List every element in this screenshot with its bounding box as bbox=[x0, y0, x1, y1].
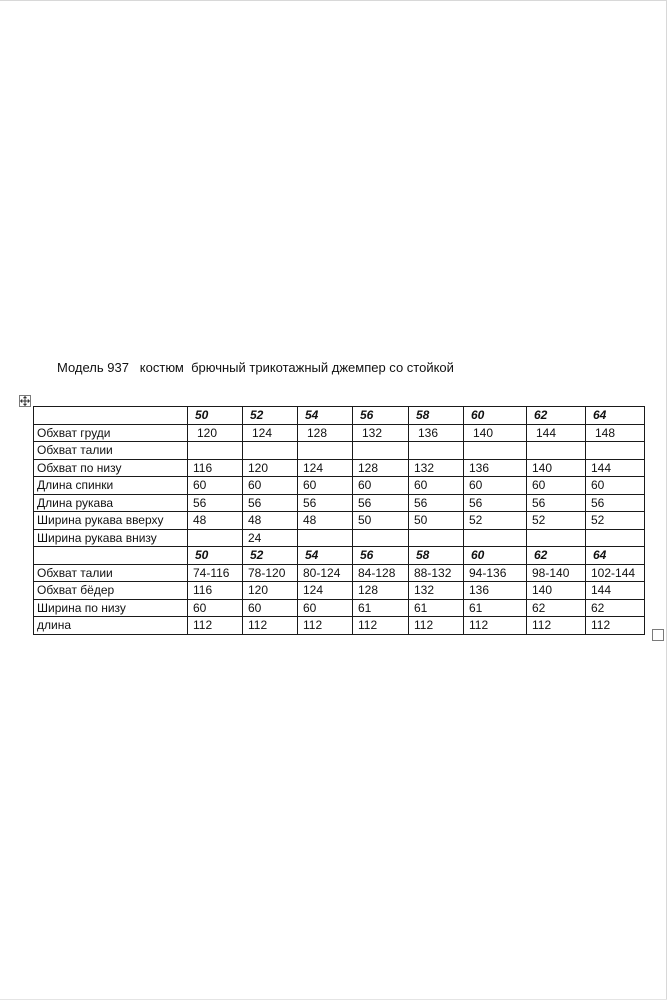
measurement-value: 61 bbox=[353, 599, 409, 617]
measurement-value: 80-124 bbox=[298, 564, 353, 582]
size-header-cell: 64 bbox=[586, 547, 645, 565]
size-header-cell: 62 bbox=[527, 407, 586, 425]
measurement-value: 62 bbox=[527, 599, 586, 617]
measurement-value: 56 bbox=[298, 494, 353, 512]
size-header-cell: 52 bbox=[243, 547, 298, 565]
size-header-cell: 60 bbox=[464, 407, 527, 425]
size-header-cell: 64 bbox=[586, 407, 645, 425]
size-header-cell: 54 bbox=[298, 407, 353, 425]
measurement-label: Обхват по низу bbox=[34, 459, 188, 477]
measurement-value: 56 bbox=[188, 494, 243, 512]
measurement-value: 128 bbox=[298, 424, 353, 442]
measurement-value: 52 bbox=[527, 512, 586, 530]
measurement-value: 48 bbox=[298, 512, 353, 530]
size-header-cell: 50 bbox=[188, 407, 243, 425]
measurement-value: 128 bbox=[353, 582, 409, 600]
measurement-label: Обхват груди bbox=[34, 424, 188, 442]
measurement-label: Ширина по низу bbox=[34, 599, 188, 617]
measurement-value: 94-136 bbox=[464, 564, 527, 582]
measurement-value: 112 bbox=[464, 617, 527, 635]
measurement-value: 50 bbox=[353, 512, 409, 530]
measurement-value bbox=[586, 529, 645, 547]
page-border-top bbox=[0, 0, 667, 1]
measurement-value: 112 bbox=[586, 617, 645, 635]
measurement-value: 52 bbox=[586, 512, 645, 530]
measurement-value: 120 bbox=[188, 424, 243, 442]
measurement-value: 144 bbox=[586, 459, 645, 477]
measurement-value bbox=[409, 442, 464, 460]
measurement-value: 112 bbox=[527, 617, 586, 635]
measurement-value: 116 bbox=[188, 582, 243, 600]
measurement-value: 88-132 bbox=[409, 564, 464, 582]
measurement-value: 56 bbox=[243, 494, 298, 512]
move-arrows-icon bbox=[20, 396, 30, 406]
measurement-value: 140 bbox=[527, 459, 586, 477]
measurement-value bbox=[298, 529, 353, 547]
measurement-value: 136 bbox=[464, 582, 527, 600]
measurement-row bbox=[34, 512, 645, 530]
measurement-row bbox=[34, 582, 645, 600]
measurement-value: 112 bbox=[188, 617, 243, 635]
measurement-value: 140 bbox=[464, 424, 527, 442]
measurement-label: Обхват талии bbox=[34, 564, 188, 582]
measurement-label: Обхват бёдер bbox=[34, 582, 188, 600]
measurement-value: 140 bbox=[527, 582, 586, 600]
measurement-value: 116 bbox=[188, 459, 243, 477]
measurement-value: 60 bbox=[464, 477, 527, 495]
measurement-value: 120 bbox=[243, 582, 298, 600]
measurement-value: 61 bbox=[409, 599, 464, 617]
measurement-value: 132 bbox=[353, 424, 409, 442]
measurement-label: Обхват талии bbox=[34, 442, 188, 460]
measurement-value: 124 bbox=[298, 459, 353, 477]
measurement-value: 60 bbox=[586, 477, 645, 495]
size-header-cell: 50 bbox=[188, 547, 243, 565]
table-resize-handle[interactable] bbox=[652, 629, 664, 641]
measurement-row bbox=[34, 424, 645, 442]
measurement-value: 48 bbox=[243, 512, 298, 530]
measurement-value: 60 bbox=[243, 599, 298, 617]
size-header-cell: 60 bbox=[464, 547, 527, 565]
measurement-value: 56 bbox=[527, 494, 586, 512]
measurement-value: 56 bbox=[353, 494, 409, 512]
measurement-value: 60 bbox=[243, 477, 298, 495]
measurement-value: 60 bbox=[353, 477, 409, 495]
measurement-value bbox=[353, 529, 409, 547]
measurement-value bbox=[527, 529, 586, 547]
measurement-value: 74-116 bbox=[188, 564, 243, 582]
measurement-value: 112 bbox=[243, 617, 298, 635]
measurement-label: Ширина рукава внизу bbox=[34, 529, 188, 547]
measurement-value bbox=[188, 442, 243, 460]
measurement-value: 112 bbox=[353, 617, 409, 635]
size-header-cell: 56 bbox=[353, 407, 409, 425]
measurement-value: 56 bbox=[409, 494, 464, 512]
size-header-row bbox=[34, 547, 645, 565]
measurement-value: 144 bbox=[527, 424, 586, 442]
measurement-label: Ширина рукава вверху bbox=[34, 512, 188, 530]
measurement-value: 62 bbox=[586, 599, 645, 617]
measurement-row bbox=[34, 442, 645, 460]
measurement-value: 60 bbox=[409, 477, 464, 495]
size-header-cell: 56 bbox=[353, 547, 409, 565]
measurement-value: 136 bbox=[409, 424, 464, 442]
measurement-value: 144 bbox=[586, 582, 645, 600]
size-header-cell: 54 bbox=[298, 547, 353, 565]
measurement-value bbox=[243, 442, 298, 460]
measurement-value bbox=[464, 529, 527, 547]
measurement-value: 148 bbox=[586, 424, 645, 442]
measurement-value: 60 bbox=[298, 599, 353, 617]
measurement-value: 98-140 bbox=[527, 564, 586, 582]
measurement-value bbox=[409, 529, 464, 547]
size-table-body bbox=[34, 407, 645, 635]
measurement-value: 48 bbox=[188, 512, 243, 530]
measurement-row bbox=[34, 459, 645, 477]
measurement-row bbox=[34, 494, 645, 512]
measurement-value: 124 bbox=[243, 424, 298, 442]
measurement-value: 132 bbox=[409, 582, 464, 600]
measurement-value bbox=[298, 442, 353, 460]
measurement-row bbox=[34, 599, 645, 617]
measurement-value: 60 bbox=[298, 477, 353, 495]
header-label-cell bbox=[34, 407, 188, 425]
measurement-value: 60 bbox=[188, 599, 243, 617]
measurement-value: 102-144 bbox=[586, 564, 645, 582]
document-title: Модель 937 костюм брючный трикотажный джемпер со стойкой bbox=[57, 360, 454, 375]
measurement-value: 84-128 bbox=[353, 564, 409, 582]
size-header-cell: 52 bbox=[243, 407, 298, 425]
measurement-row bbox=[34, 529, 645, 547]
header-label-cell bbox=[34, 547, 188, 565]
measurement-value bbox=[353, 442, 409, 460]
measurement-value: 132 bbox=[409, 459, 464, 477]
size-header-cell: 62 bbox=[527, 547, 586, 565]
measurement-row bbox=[34, 477, 645, 495]
measurement-row bbox=[34, 564, 645, 582]
measurement-label: Длина рукава bbox=[34, 494, 188, 512]
measurement-value: 60 bbox=[527, 477, 586, 495]
measurement-value: 60 bbox=[188, 477, 243, 495]
measurement-value bbox=[464, 442, 527, 460]
measurement-value bbox=[586, 442, 645, 460]
measurement-value: 128 bbox=[353, 459, 409, 477]
measurement-value: 61 bbox=[464, 599, 527, 617]
measurement-label: длина bbox=[34, 617, 188, 635]
size-table bbox=[33, 406, 645, 635]
measurement-value: 50 bbox=[409, 512, 464, 530]
measurement-value: 56 bbox=[586, 494, 645, 512]
measurement-label: Длина спинки bbox=[34, 477, 188, 495]
size-header-cell: 58 bbox=[409, 407, 464, 425]
measurement-value: 112 bbox=[409, 617, 464, 635]
measurement-value: 136 bbox=[464, 459, 527, 477]
measurement-value: 24 bbox=[243, 529, 298, 547]
measurement-value bbox=[188, 529, 243, 547]
measurement-value: 78-120 bbox=[243, 564, 298, 582]
measurement-value: 52 bbox=[464, 512, 527, 530]
size-header-cell: 58 bbox=[409, 547, 464, 565]
measurement-value: 56 bbox=[464, 494, 527, 512]
measurement-row bbox=[34, 617, 645, 635]
table-move-handle[interactable] bbox=[19, 395, 31, 407]
measurement-value bbox=[527, 442, 586, 460]
size-header-row bbox=[34, 407, 645, 425]
measurement-value: 124 bbox=[298, 582, 353, 600]
measurement-value: 112 bbox=[298, 617, 353, 635]
measurement-value: 120 bbox=[243, 459, 298, 477]
